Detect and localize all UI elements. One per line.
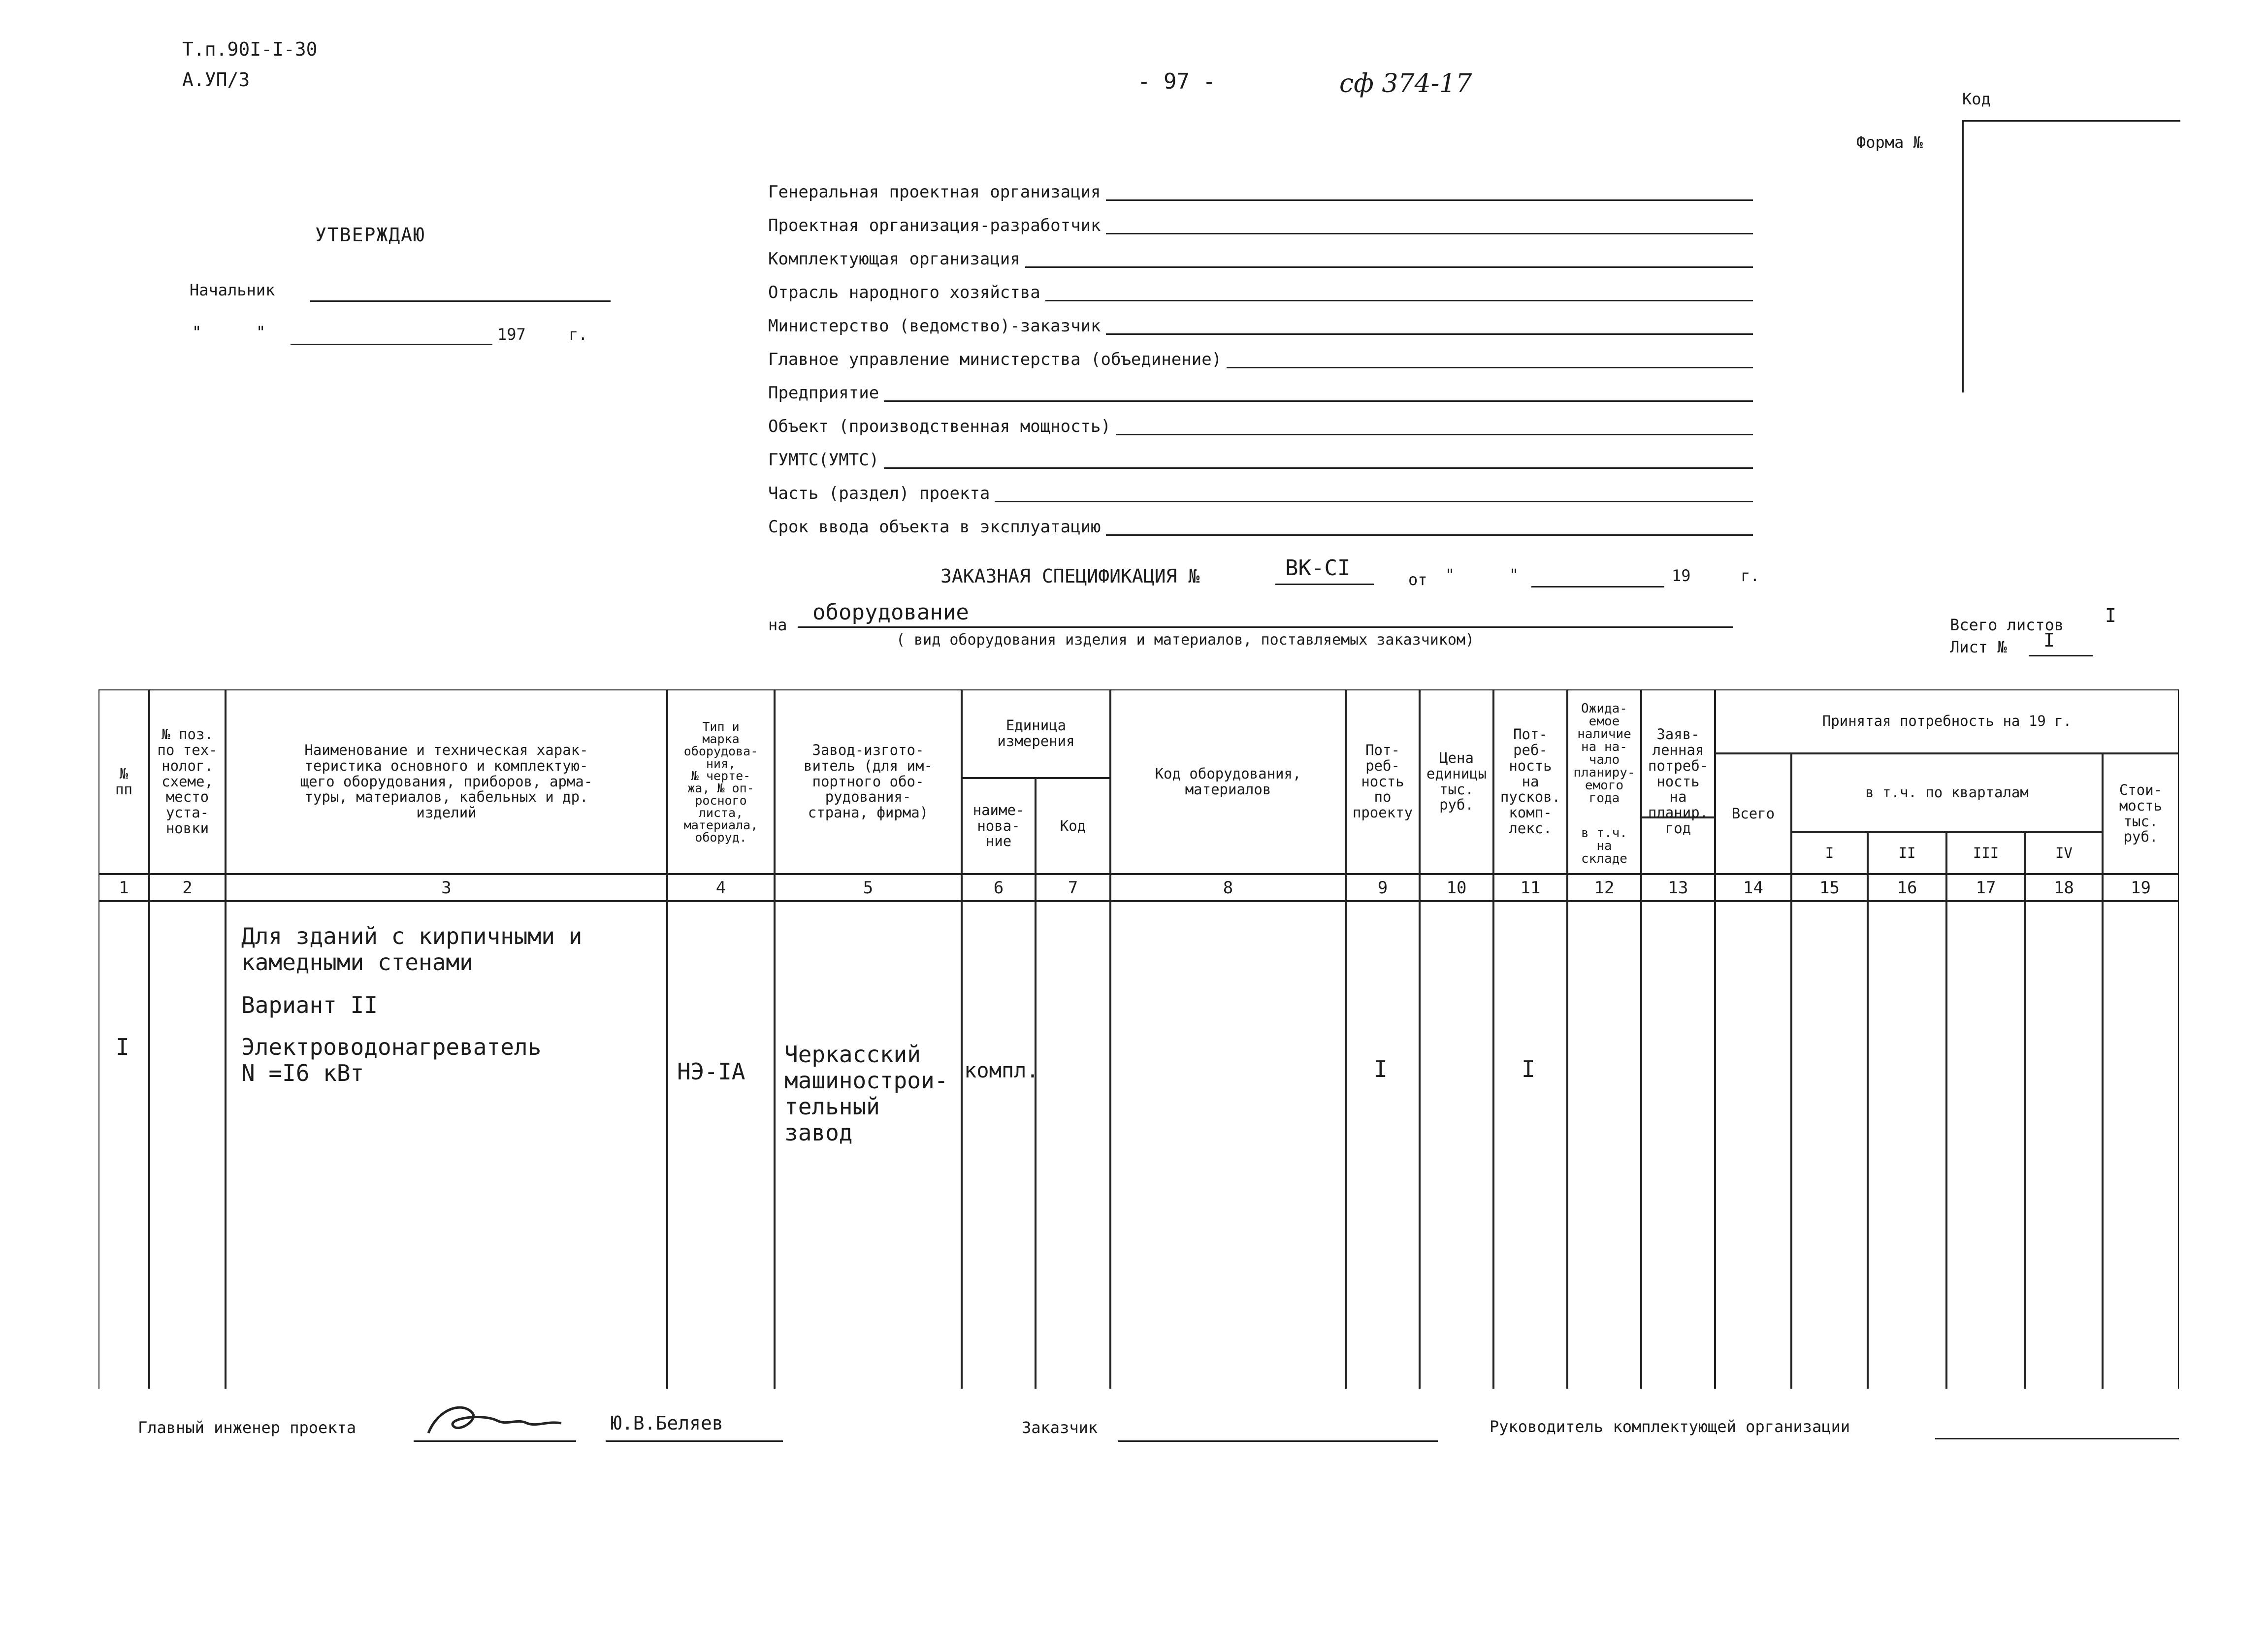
on-note: ( вид оборудования изделия и материалов, поставляемых заказчиком) xyxy=(896,631,1474,649)
header-manufacturer: Завод-изгото- витель (для им- портного обо- рудования- страна, фирма) xyxy=(804,741,933,821)
spec-date-open-quote: " xyxy=(1445,565,1455,584)
column-number: 16 xyxy=(1897,878,1917,898)
item-type: НЭ-IА xyxy=(677,1058,745,1085)
chief-engineer-name: Ю.В.Беляев xyxy=(611,1412,723,1434)
spec-title-label: ЗАКАЗНАЯ СПЕЦИФИКАЦИЯ № xyxy=(940,565,1200,587)
field-design-org: Проектная организация-разработчик xyxy=(768,206,1753,239)
need-by-project-value: I xyxy=(1374,1056,1388,1082)
doc-code-line1: Т.п.90I-I-30 xyxy=(182,38,318,60)
header-by-quarters: в т.ч. по кварталам xyxy=(1865,784,2029,801)
column-number: 3 xyxy=(441,878,452,898)
header-accepted-need: Принятая потребность на 19 г. xyxy=(1822,713,2072,730)
column-number: 18 xyxy=(2054,878,2074,898)
column-number: 1 xyxy=(119,878,129,898)
column-number: 2 xyxy=(182,878,193,898)
code-label: Код xyxy=(1962,90,1991,108)
sheet-number-label: Лист № xyxy=(1950,638,2007,656)
on-label: на xyxy=(768,616,787,634)
field-economy-branch: Отрасль народного хозяйства xyxy=(768,273,1753,306)
approval-chief-label: Начальник xyxy=(190,281,275,299)
column-number: 14 xyxy=(1743,878,1763,898)
header-need-launch: Пот- реб- ность на пусков. комп- лекс. xyxy=(1500,725,1561,837)
signature-line xyxy=(414,1440,576,1442)
column-number: 6 xyxy=(993,878,1004,898)
sheets-total-value: I xyxy=(2105,605,2116,626)
column-number: 8 xyxy=(1223,878,1233,898)
header-unit-name: наиме- нова- ние xyxy=(972,801,1025,850)
on-value-line xyxy=(798,626,1733,628)
code-box xyxy=(1962,120,2180,392)
header-row-number: № пп xyxy=(115,765,132,798)
approval-date-close-quote: " xyxy=(256,323,266,341)
column-number: 7 xyxy=(1068,878,1078,898)
row-number: I xyxy=(116,1034,130,1060)
spec-year-prefix: 19 xyxy=(1672,566,1691,585)
header-unit-code: Код xyxy=(1060,817,1086,834)
doc-code-line2: А.УП/3 xyxy=(182,69,250,91)
column-number: 10 xyxy=(1446,878,1467,898)
column-number: 11 xyxy=(1520,878,1541,898)
approval-year: 197 xyxy=(497,325,526,344)
header-position: № поз. по тех- нолог. схеме, место уста- новки xyxy=(157,725,218,837)
manufacturer: Черкасский машинострои- тельный завод xyxy=(784,1041,948,1146)
column-number: 19 xyxy=(2131,878,2151,898)
signature xyxy=(423,1399,571,1443)
chief-engineer-name-line xyxy=(606,1440,783,1442)
field-gumts: ГУМТС(УМТС) xyxy=(768,440,1753,474)
column-number: 13 xyxy=(1668,878,1688,898)
field-ministry: Министерство (ведомство)-заказчик xyxy=(768,306,1753,340)
sheet-number-line xyxy=(2029,655,2093,656)
column-number: 15 xyxy=(1819,878,1840,898)
approval-title: УТВЕРЖДАЮ xyxy=(315,224,425,246)
completing-head-line xyxy=(1935,1438,2179,1439)
header-expected-stock: Ожида- емое наличие на на- чало планиру- емого года xyxy=(1573,701,1635,806)
spec-number: ВК-СI xyxy=(1285,555,1351,581)
header-total: Всего xyxy=(1731,805,1775,822)
header-cost: Стои- мость тыс. руб. xyxy=(2119,781,2163,846)
completing-head-label: Руководитель комплектующей организации xyxy=(1490,1417,1850,1436)
header-unit: Единица измерения xyxy=(997,717,1075,749)
form-label: Форма № xyxy=(1856,133,1923,152)
field-enterprise: Предприятие xyxy=(768,373,1753,407)
field-project-part: Часть (раздел) проекта xyxy=(768,474,1753,507)
column-number: 17 xyxy=(1976,878,1996,898)
handwritten-reference: сф 374-17 xyxy=(1339,69,1472,98)
sheets-total-label: Всего листов xyxy=(1950,616,2064,634)
column-number: 4 xyxy=(715,878,726,898)
on-value: оборудование xyxy=(812,600,969,625)
header-declared-need: Заяв- ленная потреб- ность на планир. год xyxy=(1648,725,1709,837)
unit-name: компл. xyxy=(964,1058,1039,1082)
sheet-number-value: I xyxy=(2043,629,2055,651)
field-completing-org: Комплектующая организация xyxy=(768,239,1753,273)
approval-year-suffix: г. xyxy=(569,325,588,344)
field-general-org: Генеральная проектная организация xyxy=(768,172,1753,206)
header-equipment-code: Код оборудования, материалов xyxy=(1155,765,1301,798)
spec-number-line xyxy=(1275,584,1374,585)
header-expected-in-warehouse: в т.ч. на складе xyxy=(1581,825,1627,866)
customer-label: Заказчик xyxy=(1022,1418,1098,1437)
variant-label: Вариант II xyxy=(241,992,378,1018)
column-number: 9 xyxy=(1377,878,1388,898)
approval-date-line xyxy=(291,344,492,345)
spec-date-line xyxy=(1531,586,1664,587)
need-launch-value: I xyxy=(1522,1056,1535,1082)
spec-from: от xyxy=(1408,570,1427,589)
header-unit-price: Цена единицы тыс. руб. xyxy=(1426,749,1487,814)
header-type-brand: Тип и марка оборудова- ния, № черте- жа, № оп- росного листа, материала, оборуд. xyxy=(683,719,758,845)
column-number: 5 xyxy=(863,878,874,898)
page-number: - 97 - xyxy=(1137,69,1216,94)
field-object: Объект (производственная мощность) xyxy=(768,407,1753,440)
field-commissioning-date: Срок ввода объекта в эксплуатацию xyxy=(768,507,1753,541)
approval-chief-line xyxy=(310,300,611,302)
header-name-characteristics: Наименование и техническая харак- теристика основного и комплектую- щего оборудования, приборов, арма- туры, материалов, кабельных и др. изделий xyxy=(300,741,593,821)
section-title: Для зданий с кирпичными и камедными стенами xyxy=(241,923,583,976)
field-main-department: Главное управление министерства (объединение) xyxy=(768,340,1753,373)
column-number: 12 xyxy=(1594,878,1615,898)
header-quarter-4: IV xyxy=(2055,844,2073,861)
specification-table xyxy=(98,689,2179,1389)
header-quarter-3: III xyxy=(1973,844,1999,861)
header-quarter-1: I xyxy=(1825,844,1834,861)
spec-date-close-quote: " xyxy=(1509,565,1519,584)
header-quarter-2: II xyxy=(1898,844,1916,861)
chief-engineer-label: Главный инженер проекта xyxy=(138,1418,356,1437)
item-name: Электроводонагреватель N =I6 кВт xyxy=(241,1034,542,1086)
spec-year-suffix: г. xyxy=(1741,566,1760,585)
header-need-by-project: Пот- реб- ность по проекту xyxy=(1352,741,1413,821)
approval-date-open-quote: " xyxy=(192,323,202,341)
customer-line xyxy=(1118,1440,1438,1442)
